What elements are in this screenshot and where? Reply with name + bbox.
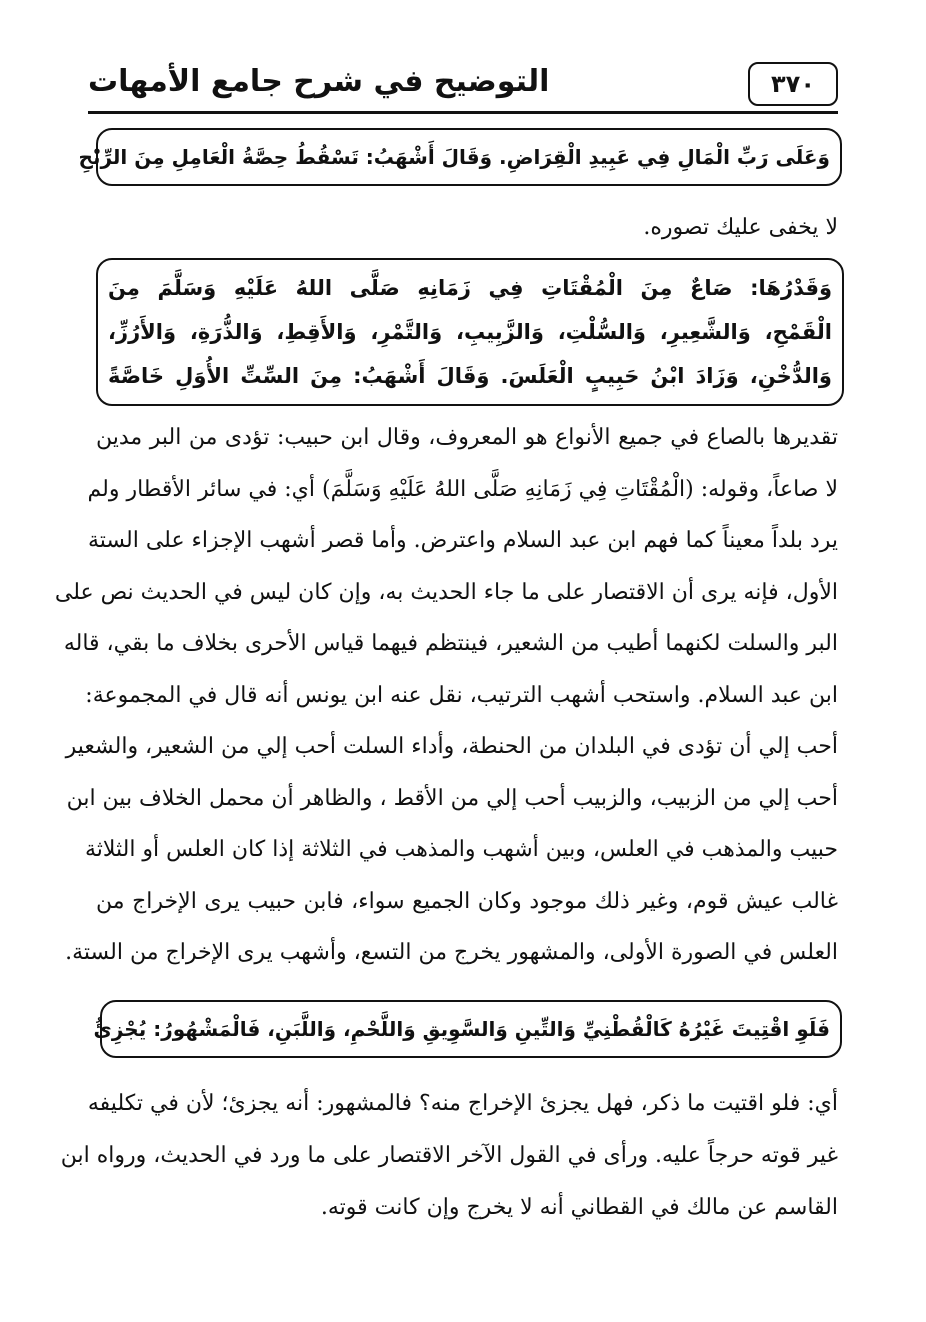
- page-number: ٣٧٠: [748, 62, 838, 106]
- sharh-line: غالب عيش قوم، وغير ذلك موجود وكان الجميع سواء، فابن حبيب يرى الإخراج من: [96, 888, 838, 914]
- sharh-line: الأول، فإنه يرى أن الاقتصار على ما جاء الحديث به، وإن كان ليس في الحديث نص على: [54, 579, 838, 605]
- sharh-line: أحب إلي أن تؤدى في البلدان من الحنطة، وأداء السلت أحب إلي من الشعير، والشعير: [65, 734, 838, 759]
- matn-text-3: فَلَوِ اقْتِيتَ غَيْرُهُ كَالْقُطْنِيِّ وَالتِّينِ وَالسَّوِيقِ وَاللَّحْمِ، وَاللَّبَنِ، فَالْمَشْهُورُ: يُجْزِئُ: [93, 1017, 830, 1041]
- sharh-text-1: لا يخفى عليك تصوره.: [643, 215, 838, 240]
- sharh-line: غير قوته حرجاً عليه. ورأى في القول الآخر الاقتصار على ما ورد في الحديث، ورواه ابن: [60, 1143, 838, 1168]
- sharh-line: لا صاعاً، وقوله: (الْمُقْتَاتِ فِي زَمَانِهِ صَلَّى اللهُ عَلَيْهِ وَسَلَّمَ) أي: في سائر الأقطار ولم: [87, 476, 838, 502]
- sharh-line: البر والسلت لكنهما أطيب من الشعير، فينتظم فيهما قياس الأحرى بخلاف ما بقي، قاله: [63, 631, 838, 656]
- matn-box-2: [96, 258, 844, 406]
- matn-line: الْقَمْحِ، وَالشَّعِيرِ، وَالسُّلْتِ، وَالزَّبِيبِ، وَالتَّمْرِ، وَالأَقِطِ، وَالذُّرَةِ، وَالأَرُزِّ،: [108, 320, 832, 344]
- sharh-line: حبيب والمذهب في العلس، وبين أشهب والمذهب في الثلاثة إذا كان العلس أو الثلاثة: [84, 837, 838, 862]
- running-title: التوضيح في شرح جامع الأمهات: [88, 64, 550, 99]
- sharh-text-3: [60, 1078, 838, 1234]
- page-header: [88, 62, 838, 114]
- matn-text-1: وَعَلَى رَبِّ الْمَالِ فِي عَبِيدِ الْقِرَاضِ. وَقَالَ أَشْهَبُ: تَسْقُطُ حِصَّةُ الْعَامِلِ مِنَ الرِّبْحِ: [78, 145, 830, 169]
- sharh-line: يرد بلداً معيناً كما فهم ابن عبد السلام واعترض. وأما قصر أشهب الإجزاء على الستة: [87, 528, 838, 553]
- sharh-line: أي: فلو اقتيت ما ذكر، فهل يجزئ الإخراج منه؟ فالمشهور: أنه يجزئ؛ لأن في تكليفه: [87, 1091, 838, 1116]
- sharh-line: تقديرها بالصاع في جميع الأنواع هو المعروف، وقال ابن حبيب: تؤدى من البر مدين: [96, 425, 839, 450]
- sharh-line: أحب إلي من الزبيب، والزبيب أحب إلي من الأقط ، والظاهر أن محمل الخلاف بين ابن: [66, 785, 838, 811]
- sharh-line: العلس في الصورة الأولى، والمشهور يخرج من التسع، وأشهب يرى الإخراج من الستة.: [65, 940, 838, 965]
- matn-box-1: [78, 128, 842, 186]
- matn-box-3: [93, 1000, 842, 1058]
- sharh-line: القاسم عن مالك في القطاني أنه لا يخرج وإن كانت قوته.: [320, 1195, 838, 1220]
- header-rule: [88, 111, 838, 114]
- sharh-line: ابن عبد السلام. واستحب أشهب الترتيب، نقل عنه ابن يونس أنه قال في المجموعة:: [85, 682, 838, 708]
- matn-line: وَقَدْرُهَا: صَاعٌ مِنَ الْمُقْتَاتِ فِي زَمَانِهِ صَلَّى اللهُ عَلَيْهِ وَسَلَّمَ مِنَ: [108, 276, 832, 300]
- sharh-text-2: [54, 412, 839, 979]
- matn-line: وَالدُّخْنِ، وَزَادَ ابْنُ حَبِيبٍ الْعَلَسَ. وَقَالَ أَشْهَبُ: مِنَ السِّتِّ الأُوَلِ خَاصَّةً: [108, 364, 832, 388]
